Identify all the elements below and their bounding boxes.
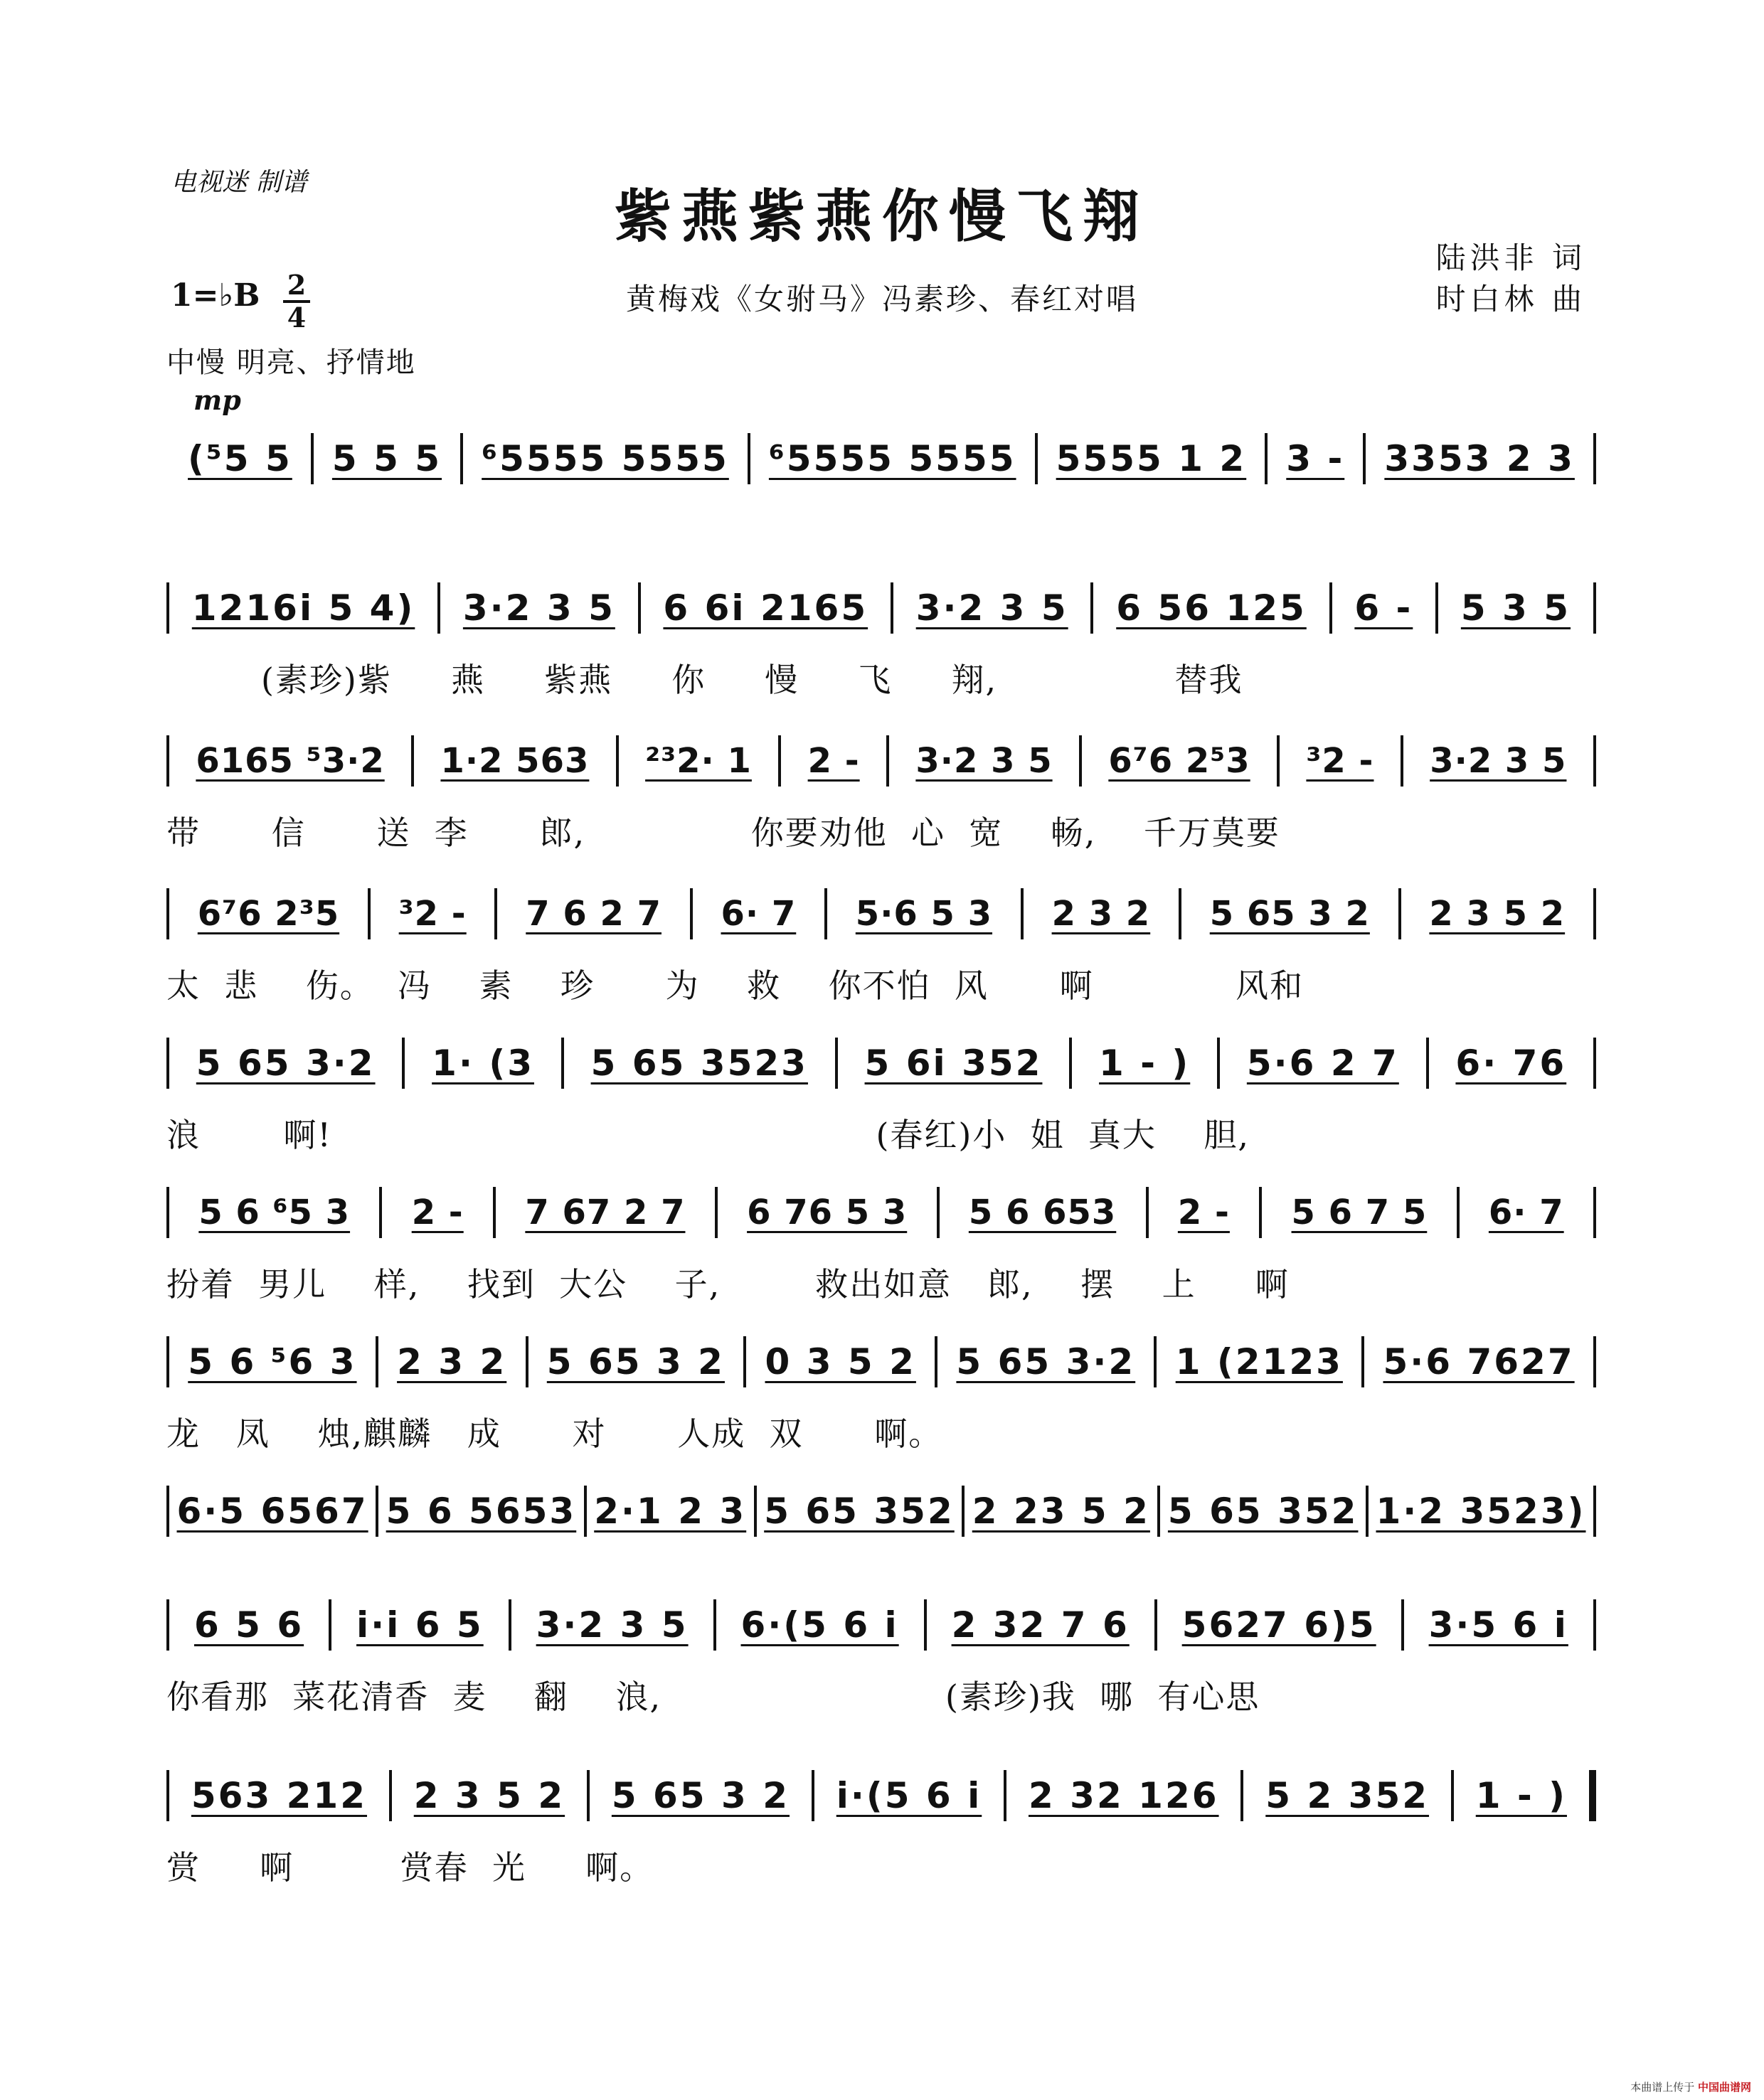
lyrics-line: 龙 凤 烛,麒麟 成 对 人成 双 啊。 (166, 1414, 943, 1453)
barline (389, 1770, 392, 1821)
barline (526, 1336, 528, 1387)
barline (402, 1038, 405, 1089)
measure: 1 - ) (1099, 1043, 1191, 1084)
barline (509, 1599, 511, 1651)
barline (166, 1336, 169, 1387)
barline (166, 735, 169, 787)
measure: 5·6 5 3 (855, 894, 993, 934)
barline (1451, 1770, 1454, 1821)
score-system (166, 427, 1596, 569)
meter-top: 2 (287, 269, 307, 301)
measure: 5 65 3·2 (956, 1341, 1136, 1382)
notation-line (166, 576, 1596, 640)
barline (1021, 888, 1024, 939)
barline (1361, 1336, 1364, 1387)
notation-line (166, 427, 1596, 491)
measure: ⁶5555 5555 (482, 438, 729, 479)
barline (935, 1336, 937, 1387)
measure: 6⁷6 2³5 (197, 894, 340, 934)
measure: 5 65 3·2 (196, 1043, 376, 1084)
measure: 563 212 (191, 1775, 368, 1816)
measure: (⁵5 5 (188, 438, 292, 479)
measure: 3·2 3 5 (1430, 741, 1567, 781)
barline (1401, 1599, 1404, 1651)
measure: 3·2 3 5 (915, 741, 1053, 781)
measure: 7 6 2 7 (526, 894, 662, 934)
measure: 2 3 5 2 (1429, 894, 1566, 934)
measure: 5 6 5653 (386, 1491, 577, 1532)
notation-line (166, 882, 1596, 946)
barline (1593, 433, 1596, 484)
measure: 2 32 7 6 (951, 1604, 1130, 1646)
measure: i·i 6 5 (356, 1604, 484, 1646)
dynamic-marking: mp (193, 384, 241, 416)
measure: 3 - (1286, 438, 1345, 479)
barline (962, 1486, 965, 1537)
barline (1035, 433, 1038, 484)
score-credit: 电视迷 制谱 (171, 168, 307, 197)
barline (311, 433, 314, 484)
score-system (166, 1593, 1596, 1735)
measure: 6· 76 (1455, 1043, 1567, 1084)
barline (886, 735, 889, 787)
measure: ⁶5555 5555 (768, 438, 1016, 479)
barline (1593, 1599, 1596, 1651)
barline (166, 1038, 169, 1089)
barline (1593, 1038, 1596, 1089)
barline (1004, 1770, 1006, 1821)
measure: 2 3 2 (397, 1341, 507, 1382)
barline (1426, 1038, 1429, 1089)
barline (460, 433, 463, 484)
measure: 5 65 352 (764, 1491, 955, 1532)
measure: 6· 7 (1488, 1193, 1564, 1232)
lyrics-line: 太 悲 伤。 冯 素 珍 为 救 你不怕 风 啊 风和 (166, 966, 1305, 1005)
barline (166, 1187, 169, 1238)
barline (1457, 1187, 1460, 1238)
measure: 6165 ⁵3·2 (196, 741, 385, 781)
barline (329, 1599, 331, 1651)
measure: 1·2 3523) (1376, 1491, 1586, 1532)
key-signature: 1=♭B (171, 277, 260, 314)
measure: 2 23 5 2 (972, 1491, 1150, 1532)
barline (376, 1486, 378, 1537)
measure: 6 5 6 (193, 1604, 304, 1646)
barline (166, 1599, 169, 1651)
measure: 2 3 2 (1051, 894, 1151, 934)
measure: 6·(5 6 i (740, 1604, 899, 1646)
measure: 5 65 3 2 (611, 1775, 790, 1816)
barline (812, 1770, 814, 1821)
lyrics-line: 你看那 菜花清香 麦 翻 浪, (素珍)我 哪 有心思 (166, 1678, 1260, 1716)
barline (494, 888, 497, 939)
barline (1593, 735, 1596, 787)
measure: 2 - (1177, 1193, 1230, 1232)
measure: 5 6i 352 (864, 1043, 1043, 1084)
measure: 7 67 2 7 (525, 1193, 686, 1232)
measure: 1216i 5 4) (191, 587, 415, 629)
barline (891, 582, 893, 634)
measure: 5·6 2 7 (1246, 1043, 1399, 1084)
barline (748, 433, 750, 484)
notation-line (166, 1479, 1596, 1543)
measure: 6 56 125 (1116, 587, 1307, 629)
measure: 5 65 3523 (590, 1043, 808, 1084)
score-system (166, 1031, 1596, 1173)
barline (437, 582, 440, 634)
notation-line (166, 1764, 1596, 1828)
barline (616, 735, 619, 787)
measure: 1· (3 (432, 1043, 534, 1084)
barline (166, 1486, 169, 1537)
measure: 1 (2123 (1175, 1341, 1343, 1382)
barline (1154, 1599, 1157, 1651)
lyrics-line: 带 信 送 李 郎, 你要劝他 心 宽 畅, 千万莫要 (166, 814, 1280, 852)
measure: 5555 1 2 (1056, 438, 1247, 479)
barline (376, 1336, 378, 1387)
barline (1090, 582, 1093, 634)
measure: 6 76 5 3 (747, 1193, 908, 1232)
barline (713, 1599, 716, 1651)
meter-bottom: 4 (287, 302, 307, 334)
measure: 5 6 7 5 (1291, 1193, 1428, 1232)
barline (1157, 1486, 1160, 1537)
barline (1593, 1336, 1596, 1387)
barline (778, 735, 781, 787)
measure: 2 - (411, 1193, 464, 1232)
tempo-marking: 中慢 明亮、抒情地 (166, 346, 416, 379)
time-signature (283, 269, 310, 334)
barline (1435, 582, 1438, 634)
barline (1079, 735, 1082, 787)
barline (584, 1486, 587, 1537)
measure: 6 6i 2165 (663, 587, 868, 629)
barline (937, 1187, 940, 1238)
barline (1398, 888, 1401, 939)
lyrics-line: 扮着 男儿 样, 找到 大公 子, 救出如意 郎, 摆 上 啊 (166, 1265, 1290, 1304)
notation-line (166, 1180, 1596, 1244)
measure: 1 - ) (1475, 1775, 1567, 1816)
barline (1277, 735, 1280, 787)
barline (587, 1770, 590, 1821)
measure: 2 32 126 (1028, 1775, 1219, 1816)
score-system (166, 729, 1596, 871)
measure: i·(5 6 i (836, 1775, 982, 1816)
barline (690, 888, 693, 939)
lyrics-line: 赏 啊 赏春 光 啊。 (166, 1848, 654, 1887)
barline (1259, 1187, 1262, 1238)
barline (1329, 582, 1332, 634)
measure: 3·2 3 5 (536, 1604, 689, 1646)
barline (1146, 1187, 1149, 1238)
score-system (166, 576, 1596, 718)
barline (166, 888, 169, 939)
measure: 5·6 7627 (1383, 1341, 1575, 1382)
barline (1401, 735, 1403, 787)
measure: 3353 2 3 (1384, 438, 1575, 479)
measure: 5 6 653 (968, 1193, 1117, 1232)
song-title: 紫燕紫燕你慢飞翔 (615, 183, 1149, 250)
measure: ³2 - (1306, 741, 1374, 781)
barline (715, 1187, 718, 1238)
measure: 6 - (1354, 587, 1413, 629)
measure: 5627 6)5 (1181, 1604, 1376, 1646)
measure: 3·2 3 5 (915, 587, 1068, 629)
notation-line (166, 1330, 1596, 1394)
measure: 6· 7 (721, 894, 797, 934)
barline (754, 1486, 757, 1537)
measure: 2 3 5 2 (413, 1775, 565, 1816)
measure: 2 - (807, 741, 860, 781)
barline (493, 1187, 496, 1238)
barline (411, 735, 414, 787)
measure: 5 3 5 (1460, 587, 1571, 629)
measure: 0 3 5 2 (765, 1341, 916, 1382)
barline (1593, 582, 1596, 634)
barline (1240, 1770, 1243, 1821)
barline (1179, 888, 1181, 939)
notation-line (166, 1031, 1596, 1095)
score-system (166, 1764, 1596, 1906)
barline (1593, 1486, 1596, 1537)
measure: 5 6 ⁵6 3 (188, 1341, 357, 1382)
barline (1593, 1187, 1596, 1238)
barline (166, 582, 169, 634)
measure: 3·2 3 5 (462, 587, 615, 629)
measure: 5 65 352 (1167, 1491, 1359, 1532)
barline (1265, 433, 1268, 484)
measure: 5 2 352 (1265, 1775, 1430, 1816)
score-system (166, 882, 1596, 1024)
footer-upload-text: 本曲谱上传于 (1630, 2081, 1695, 2094)
barline (368, 888, 371, 939)
score-system (166, 1330, 1596, 1472)
barline (379, 1187, 382, 1238)
barline (166, 1770, 169, 1821)
notation-line (166, 729, 1596, 793)
barline (1593, 888, 1596, 939)
barline (561, 1038, 564, 1089)
footer-brand: 中国曲谱网 (1697, 2081, 1751, 2094)
barline (835, 1038, 838, 1089)
barline (824, 888, 827, 939)
barline (743, 1336, 746, 1387)
score-system (166, 1180, 1596, 1323)
measure: 5 65 3 2 (1209, 894, 1370, 934)
measure: 5 5 5 (331, 438, 442, 479)
lyrics-line: (素珍)紫 燕 紫燕 你 慢 飞 翔, 替我 (166, 661, 1243, 699)
measure: ²³2· 1 (645, 741, 752, 781)
barline (638, 582, 641, 634)
measure: ³2 - (398, 894, 467, 934)
measure: 2·1 2 3 (594, 1491, 747, 1532)
barline (1366, 1486, 1369, 1537)
footer-credit (1630, 2079, 1751, 2094)
lyricist-credit: 陆洪非 词 (1435, 240, 1586, 275)
measure: 1·2 563 (440, 741, 590, 781)
barline (1069, 1038, 1072, 1089)
notation-line (166, 1593, 1596, 1657)
lyrics-line: 浪 啊! (春红)小 姐 真大 胆, (166, 1116, 1250, 1154)
measure: 6·5 6567 (176, 1491, 368, 1532)
barline (1217, 1038, 1220, 1089)
barline (1363, 433, 1366, 484)
measure: 5 6 ⁶5 3 (198, 1193, 351, 1232)
barline (1154, 1336, 1157, 1387)
measure: 5 65 3 2 (546, 1341, 725, 1382)
composer-credit: 时白林 曲 (1435, 282, 1586, 316)
measure: 6⁷6 2⁵3 (1108, 741, 1250, 781)
song-subtitle: 黄梅戏《女驸马》冯素珍、春红对唱 (625, 282, 1138, 316)
barline (924, 1599, 927, 1651)
measure: 3·5 6 i (1428, 1604, 1568, 1646)
final-barline (1589, 1770, 1596, 1821)
